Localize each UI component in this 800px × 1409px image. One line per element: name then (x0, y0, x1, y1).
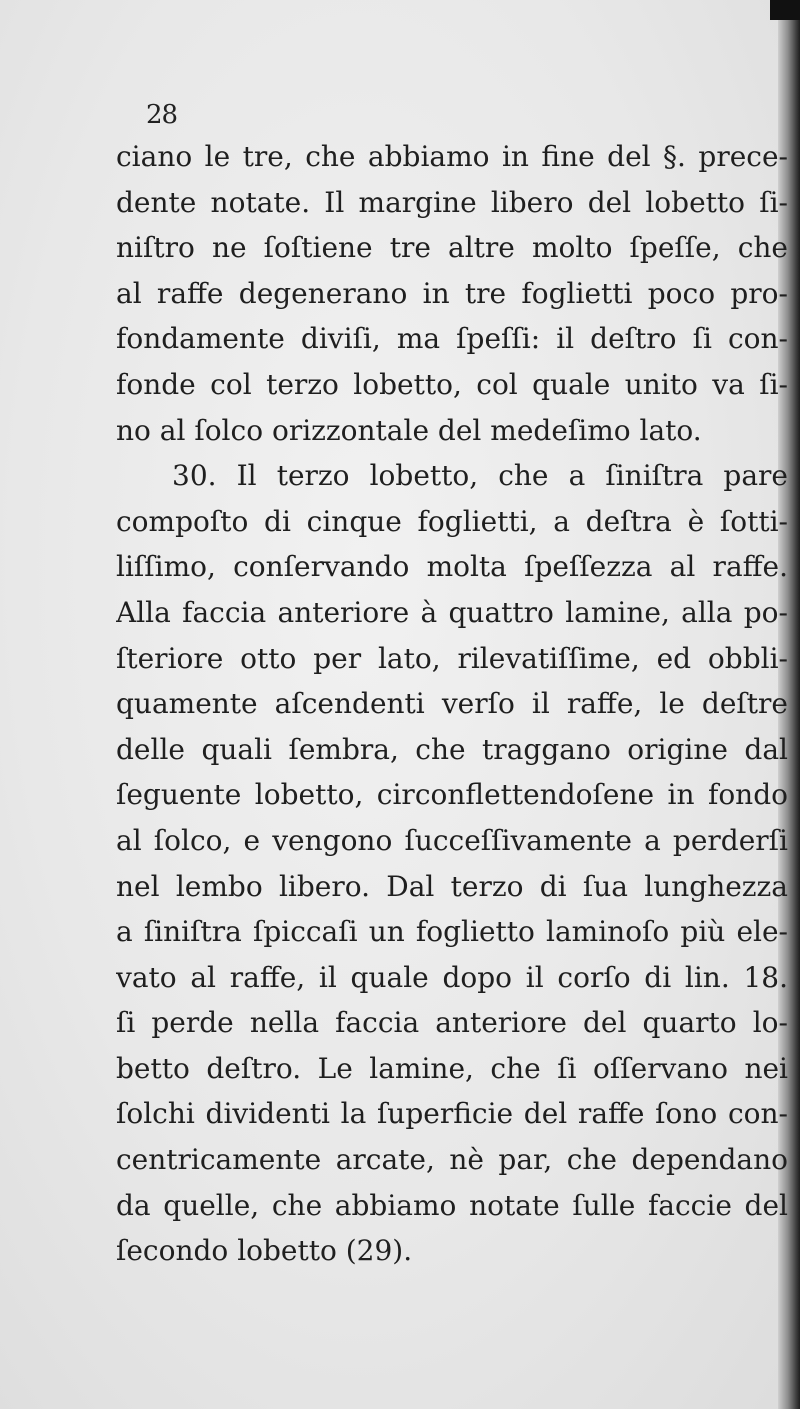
text-line: quamente aſcendenti verſo il raffe, le deſtre (116, 687, 788, 721)
text-line: compoſto di cinque foglietti, a deſtra è ſotti- (116, 504, 788, 538)
text-line: ſteriore otto per lato, rilevatiſſime, ed obbli- (116, 641, 788, 675)
text-line: a ſiniſtra ſpiccaſi un foglietto laminoſo più ele- (116, 915, 788, 949)
text-line: ſeguente lobetto, circonflettendoſene in fondo (116, 778, 788, 812)
text-line: fonde col terzo lobetto, col quale unito va ſi- (116, 367, 788, 401)
text-line: al ſolco, e vengono ſucceſſivamente a perderſi (116, 823, 788, 857)
text-line: ciano le tre, che abbiamo in fine del §. prece- (116, 140, 788, 173)
text-line: centricamente arcate, nè par, che dependano (116, 1143, 788, 1177)
text-line: no al ſolco orizzontale del medeſimo lato. (116, 413, 702, 447)
text-line: dente notate. Il margine libero del lobetto ſi- (116, 185, 788, 219)
text-line: niſtro ne ſoſtiene tre altre molto ſpeſſe, che (116, 231, 788, 265)
body-text (116, 134, 788, 1274)
text-line: 30. Il terzo lobetto, che a ſiniſtra pare (172, 459, 788, 493)
text-line: Alla faccia anteriore à quattro lamine, alla po- (116, 595, 788, 629)
text-line: vato al raffe, il quale dopo il corſo di lin. 18. (116, 960, 788, 994)
page-number: 28 (146, 100, 178, 130)
text-line: ſi perde nella faccia anteriore del quarto lo- (116, 1006, 788, 1040)
text-line: ſolchi dividenti la ſuperficie del raffe ſono con- (116, 1097, 788, 1131)
book-binding-corner (770, 0, 800, 20)
text-line: liſſimo, conſervando molta ſpeſſezza al raffe. (116, 550, 788, 584)
text-line: betto deſtro. Le lamine, che ſi oſſervano nei (116, 1051, 788, 1085)
text-line: delle quali ſembra, che traggano origine dal (116, 732, 788, 766)
text-line: al raffe degenerano in tre foglietti poco pro- (116, 276, 788, 310)
text-line: nel lembo libero. Dal terzo di ſua lunghezza (116, 869, 788, 903)
text-line: da quelle, che abbiamo notate ſulle faccie del (116, 1188, 788, 1222)
text-line: ſecondo lobetto (29). (116, 1234, 413, 1268)
text-line: fondamente diviſi, ma ſpeſſi: il deſtro ſi con- (116, 322, 788, 356)
